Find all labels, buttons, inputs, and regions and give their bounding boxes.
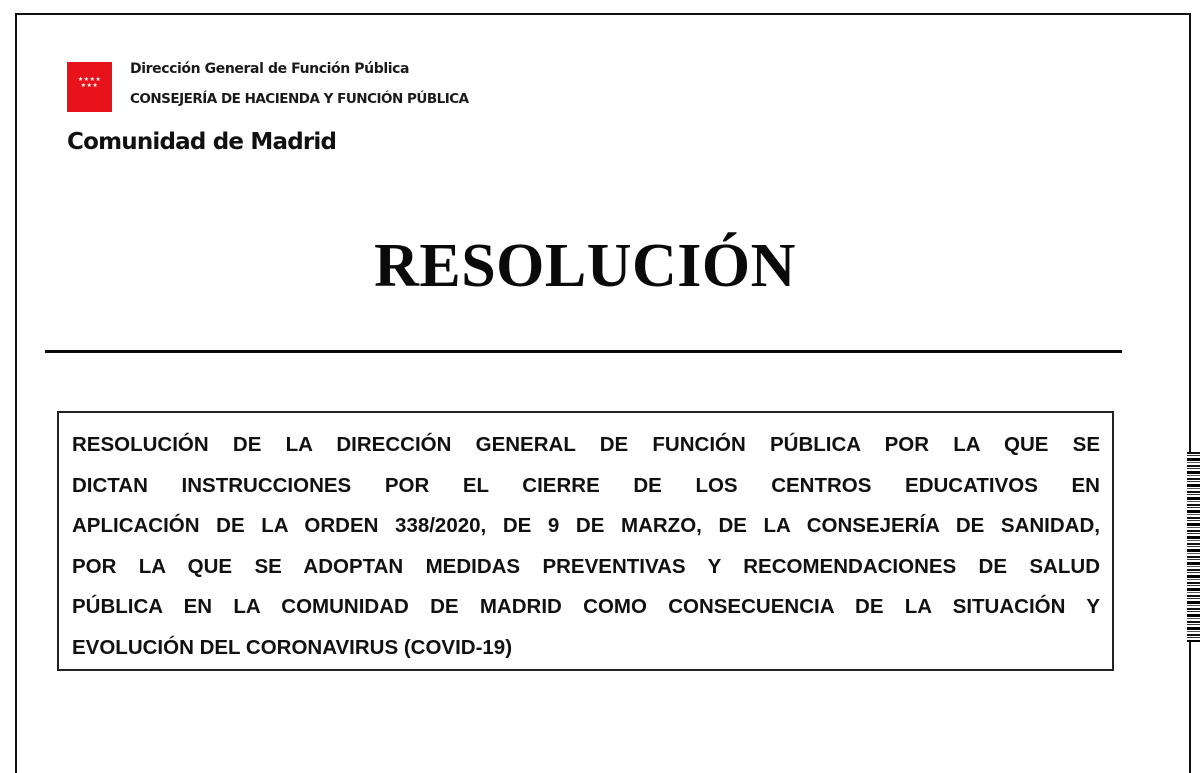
logo-stars: [67, 77, 112, 89]
subject-line: DICTAN INSTRUCCIONES POR EL CIERRE DE LOS CENTROS EDUCATIVOS EN: [72, 473, 1100, 497]
subject-line: PÚBLICA EN LA COMUNIDAD DE MADRID COMO CONSECUENCIA DE LA SITUACIÓN Y: [72, 595, 1100, 618]
ministry-name: CONSEJERÍA DE HACIENDA Y FUNCIÓN PÚBLICA: [130, 91, 469, 107]
subject-line: POR LA QUE SE ADOPTAN MEDIDAS PREVENTIVAS Y RECOMENDACIONES DE SALUD: [72, 554, 1100, 578]
title-divider: [45, 350, 1122, 353]
logo-stars-row-1: ★★★★: [77, 76, 102, 83]
organization-name: Comunidad de Madrid: [67, 129, 337, 155]
document-title: RESOLUCIÓN: [374, 232, 796, 300]
subject-box: [57, 411, 1114, 671]
barcode-icon: [1187, 452, 1200, 642]
subject-line: EVOLUCIÓN DEL CORONAVIRUS (COVID-19): [72, 635, 513, 659]
logo-stars-row-2: ★★★: [80, 82, 99, 89]
subject-line: APLICACIÓN DE LA ORDEN 338/2020, DE 9 DE MARZO, DE LA CONSEJERÍA DE SANIDAD,: [72, 514, 1100, 537]
subject-line: RESOLUCIÓN DE LA DIRECCIÓN GENERAL DE FUNCIÓN PÚBLICA POR LA QUE SE: [72, 433, 1100, 456]
comunidad-de-madrid-flag-icon: [67, 62, 112, 112]
department-name: Dirección General de Función Pública: [130, 61, 410, 77]
